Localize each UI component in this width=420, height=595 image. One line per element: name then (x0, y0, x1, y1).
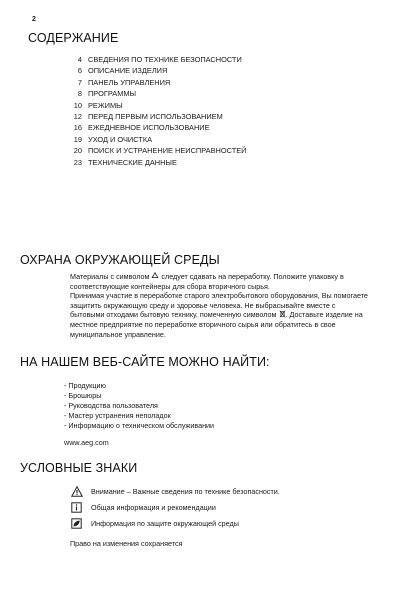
symbol-info-text: Общая информация и рекомендации (91, 502, 216, 512)
info-icon (70, 501, 83, 514)
toc-page: 12 (73, 112, 82, 122)
environment-paragraph-2 (70, 291, 370, 339)
recycle-icon (151, 272, 159, 280)
toc-label: ПОИСК И УСТРАНЕНИЕ НЕИСПРАВНОСТЕЙ (88, 146, 247, 156)
toc-page: 23 (73, 157, 82, 167)
environment-para2-end: . Доставьте изделие на местное предприятие по переработке вторичного сырья или обратитесь в свое муниципальное управление. (70, 310, 363, 339)
toc-label: ОПИСАНИЕ ИЗДЕЛИЯ (88, 66, 168, 76)
toc-item[interactable] (62, 111, 246, 122)
toc-page: 19 (73, 134, 82, 144)
contents-title: СОДЕРЖАНИЕ (28, 31, 119, 45)
toc-label: ПРОГРАММЫ (88, 89, 137, 99)
symbols-title: УСЛОВНЫЕ ЗНАКИ (20, 461, 138, 475)
environment-para2-start: Принимая участие в переработке старого электробытового оборудования, Вы помогаете защитить окружающую среду и здоровье человека. Не выбрасывайте вместе с бытовыми отходами бытовую технику, помеченную символом (70, 291, 368, 320)
crossed-bin-icon (279, 310, 286, 318)
environment-title: ОХРАНА ОКРУЖАЮЩЕЙ СРЕДЫ (20, 253, 220, 267)
rights-reserved-note: Право на изменения сохраняется (70, 539, 183, 548)
website-list-item: - Мастер устранения неполадок (64, 411, 171, 420)
website-url-link[interactable]: www.aeg.com (64, 438, 109, 447)
toc-page: 10 (73, 100, 82, 110)
symbol-warning-text: Внимание – Важные сведения по технике безопасности. (91, 486, 280, 496)
table-of-contents (62, 54, 246, 168)
environment-para1-end: следует сдавать на переработку. Положите упаковку в соответствующие контейнеры для сбора вторичного сырья. (70, 272, 344, 291)
toc-item[interactable] (62, 134, 246, 145)
toc-page: 20 (73, 146, 82, 156)
toc-item[interactable] (62, 157, 246, 168)
website-list-item: - Информацию о техническом обслуживании (64, 421, 215, 430)
symbol-item-eco (70, 515, 280, 531)
toc-label: ЕЖЕДНЕВНОЕ ИСПОЛЬЗОВАНИЕ (88, 123, 210, 133)
toc-label: ПЕРЕД ПЕРВЫМ ИСПОЛЬЗОВАНИЕМ (88, 112, 223, 122)
toc-page: 4 (77, 55, 82, 64)
toc-label: РЕЖИМЫ (88, 100, 123, 110)
toc-page: 8 (77, 89, 82, 99)
page-number: 2 (32, 16, 36, 23)
toc-item[interactable] (62, 145, 246, 156)
symbol-item-info (70, 499, 280, 515)
environment-text (70, 272, 370, 339)
symbol-item-warning (70, 483, 280, 499)
website-list (64, 381, 214, 431)
toc-label: СВЕДЕНИЯ ПО ТЕХНИКЕ БЕЗОПАСНОСТИ (88, 55, 242, 64)
toc-label: УХОД И ОЧИСТКА (88, 134, 153, 144)
website-list-item: - Продукцию (64, 381, 106, 390)
website-title: НА НАШЕМ ВЕБ-САЙТЕ МОЖНО НАЙТИ: (20, 355, 270, 369)
symbols-list (70, 483, 280, 549)
environment-paragraph-1 (70, 272, 370, 291)
toc-item[interactable] (62, 122, 246, 133)
website-list-item: - Руководства пользователя (64, 401, 158, 410)
toc-item[interactable] (62, 65, 246, 76)
eco-icon (70, 517, 83, 530)
symbol-eco-text: Информация по защите окружающей среды (91, 518, 239, 528)
toc-item[interactable] (62, 77, 246, 88)
toc-item[interactable] (62, 100, 246, 111)
toc-page: 6 (77, 66, 82, 76)
environment-para1-start: Материалы с символом (70, 272, 150, 281)
toc-page: 7 (77, 77, 82, 87)
toc-label: ПАНЕЛЬ УПРАВЛЕНИЯ (88, 77, 171, 87)
toc-label: ТЕХНИЧЕСКИЕ ДАННЫЕ (88, 157, 177, 167)
toc-page: 16 (73, 123, 82, 133)
warning-icon (70, 485, 83, 498)
toc-item[interactable] (62, 54, 246, 65)
toc-item[interactable] (62, 88, 246, 99)
website-list-item: - Брошюры (64, 391, 102, 400)
